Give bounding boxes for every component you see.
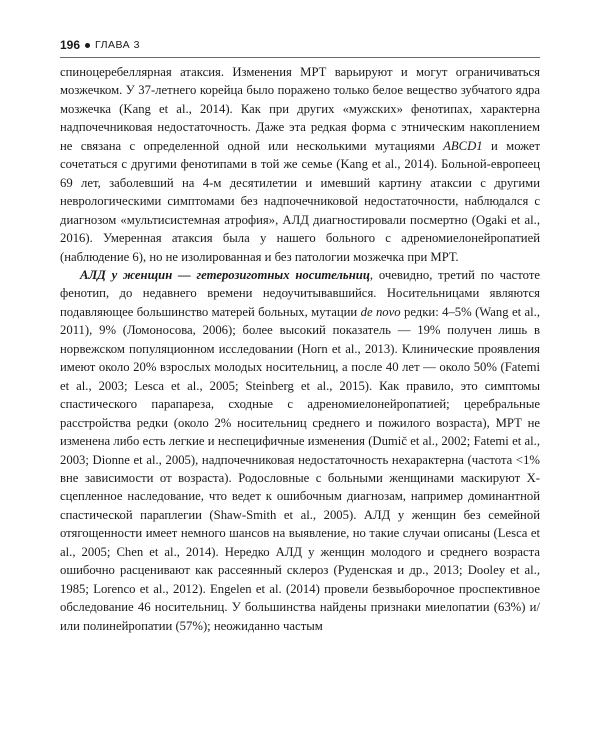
- paragraph-lead: АЛД у женщин — гетерозиготных носительниц: [80, 267, 370, 282]
- body-text: [60, 63, 540, 635]
- paragraph: [60, 266, 540, 635]
- gene-name: ABCD1: [443, 138, 483, 153]
- para1-text-b: и может сочетаться с другими фенотипами в той же семье (Kang et al., 2014). Больной-европеец 69 лет, заболевший на 4-м десятилетии и имевший картину атаксии с другими неврологическими симптомами без надпочечниковой недостаточности, наблюдался с диагнозом «мультисистемная атрофия», АЛД диагностировали посмертно (Ogaki et al., 2016). Умеренная атаксия была у нашего больного с адреномиелонейропатией (наблюдение 6), но не изолированная и без патологии мозжечка при МРТ.: [60, 138, 540, 264]
- para2-text-b: редки: 4–5% (Wang et al., 2011), 9% (Ломоносова, 2006); более высокий показатель — 19% получен лишь в норвежском популяционном исследовании (Horn et al., 2013). Клинические проявления имеют около 20% взрослых молодых носительниц, а после 40 лет — около 50% (Fatemi et al., 2003; Lesca et al., 2005; Steinberg et al., 2015). Как правило, это симптомы спастического парапареза, сходные с адреномиелонейропатией; церебральные расстройства редки (около 2% носительниц среднего и пожилого возраста), МРТ не изменена либо есть легкие и неспецифичные изменения (Dumič et al., 2002; Fatemi et al., 2003; Dionne et al., 2005), надпочечниковая недостаточность нехарактерна (частота <1% вне зависимости от возраста). Родословные с больными женщинами маскируют Х-сцепленное наследование, что ведет к ошибочным диагнозам, например доминантной спастической параплегии (Shaw-Smith et al., 2005). АЛД у женщин без семейной отягощенности имеет немного шансов на выявление, но такие случаи описаны (Lesca et al., 2005; Chen et al., 2014). Нередко АЛД у женщин молодого и среднего возраста ошибочно расценивают как рассеянный склероз (Руденская и др., 2013; Dooley et al., 1985; Lorenco et al., 2012). Engelen et al. (2014) провели безвыборочное проспективное обследование 46 носительниц. У большинства найдены признаки миелопатии (63%) и/или полинейропатии (57%); неожиданно частым: [60, 304, 540, 633]
- paragraph: [60, 63, 540, 266]
- para1-text-a: спиноцеребеллярная атаксия. Изменения МРТ варьируют и могут ограничиваться мозжечком. У 37-летнего корейца было поражено только белое вещество зубчатого ядра мозжечка (Kang et al., 2014). Как при других «мужских» фенотипах, характерна надпочечниковая недостаточность. Даже эта редкая форма с этническим накоплением не связана с определенной одной или несколькими мутациями: [60, 65, 540, 153]
- running-header: [60, 38, 140, 52]
- para2-text-a: , очевидно, третий по частоте фенотип, до недавнего времени недоучитывавшийся. Носительницами являются подавляющее большинство матерей больных, мутации: [60, 267, 540, 319]
- de-novo-term: de novo: [360, 304, 401, 319]
- header-rule: [60, 57, 540, 58]
- chapter-title: ГЛАВА 3: [95, 39, 140, 51]
- bullet-icon: [85, 43, 90, 48]
- page-number: 196: [60, 38, 81, 52]
